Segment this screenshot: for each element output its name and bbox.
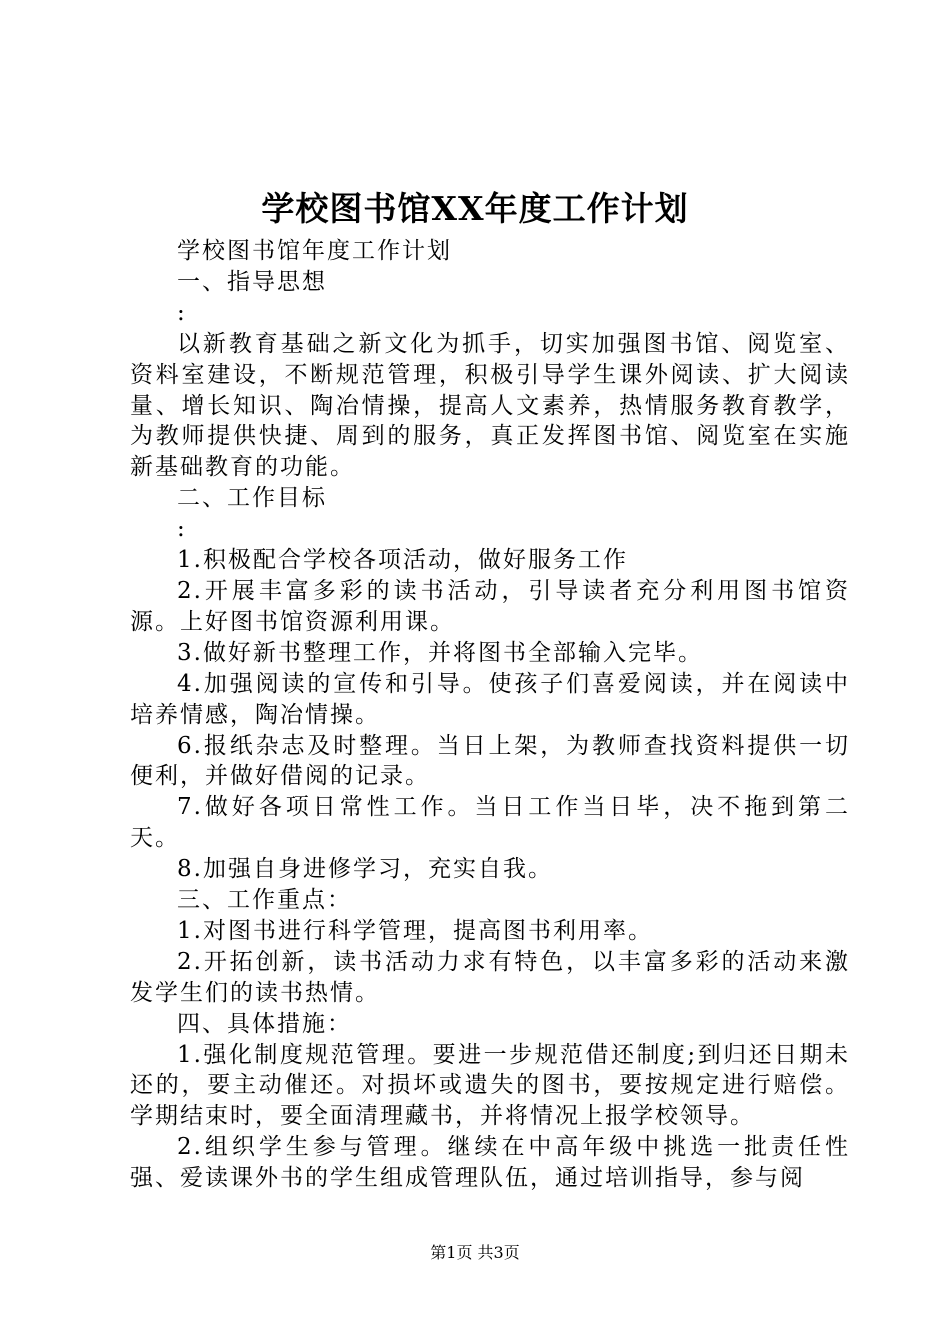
goal-item-7: 7.做好各项日常性工作。当日工作当日毕，决不拖到第二天。 — [130, 794, 850, 852]
goal-item-3: 3.做好新书整理工作，并将图书全部输入完毕。 — [177, 639, 703, 666]
measure-item-1: 1.强化制度规范管理。要进一步规范借还制度;到归还日期未还的，要主动催还。对损坏或遗失的图书，要按规定进行赔偿。学期结束时，要全面清理藏书，并将情况上报学校领导。 — [130, 1041, 850, 1130]
section-heading-1: 一、指导思想 — [177, 268, 327, 295]
goal-item-2: 2.开展丰富多彩的读书活动，引导读者充分利用图书馆资源。上好图书馆资源利用课。 — [130, 577, 850, 635]
goal-item-4: 4.加强阅读的宣传和引导。使孩子们喜爱阅读，并在阅读中培养情感，陶冶情操。 — [130, 670, 850, 728]
document-title: 学校图书馆XX年度工作计划 — [261, 189, 689, 228]
focus-item-2: 2.开拓创新，读书活动力求有特色，以丰富多彩的活动来激发学生们的读书热情。 — [130, 948, 850, 1006]
colon-line: : — [177, 299, 187, 326]
measure-item-2: 2.组织学生参与管理。继续在中高年级中挑选一批责任性强、爱读课外书的学生组成管理队伍，通过培训指导，参与阅 — [130, 1134, 850, 1192]
goal-item-1: 1.积极配合学校各项活动，做好服务工作 — [177, 547, 628, 574]
colon-line: : — [177, 516, 187, 543]
page-footer: 第1页 共3页 — [430, 1243, 520, 1262]
section-heading-4: 四、具体措施： — [177, 1010, 352, 1037]
subtitle: 学校图书馆年度工作计划 — [177, 238, 452, 264]
section-heading-2: 二、工作目标 — [177, 485, 327, 512]
section-heading-3: 三、工作重点： — [177, 887, 352, 914]
document-body — [130, 236, 850, 1194]
focus-item-1: 1.对图书进行科学管理，提高图书利用率。 — [177, 917, 653, 944]
paragraph-guiding-idea: 以新教育基础之新文化为抓手，切实加强图书馆、阅览室、资料室建设，不断规范管理，积极引导学生课外阅读、扩大阅读量、增长知识、陶冶情操，提高人文素养，热情服务教育教学，为教师提供快捷、周到的服务，真正发挥图书馆、阅览室在实施新基础教育的功能。 — [130, 330, 850, 481]
goal-item-8: 8.加强自身进修学习，充实自我。 — [177, 856, 553, 883]
goal-item-6: 6.报纸杂志及时整理。当日上架，为教师查找资料提供一切便利，并做好借阅的记录。 — [130, 732, 850, 790]
